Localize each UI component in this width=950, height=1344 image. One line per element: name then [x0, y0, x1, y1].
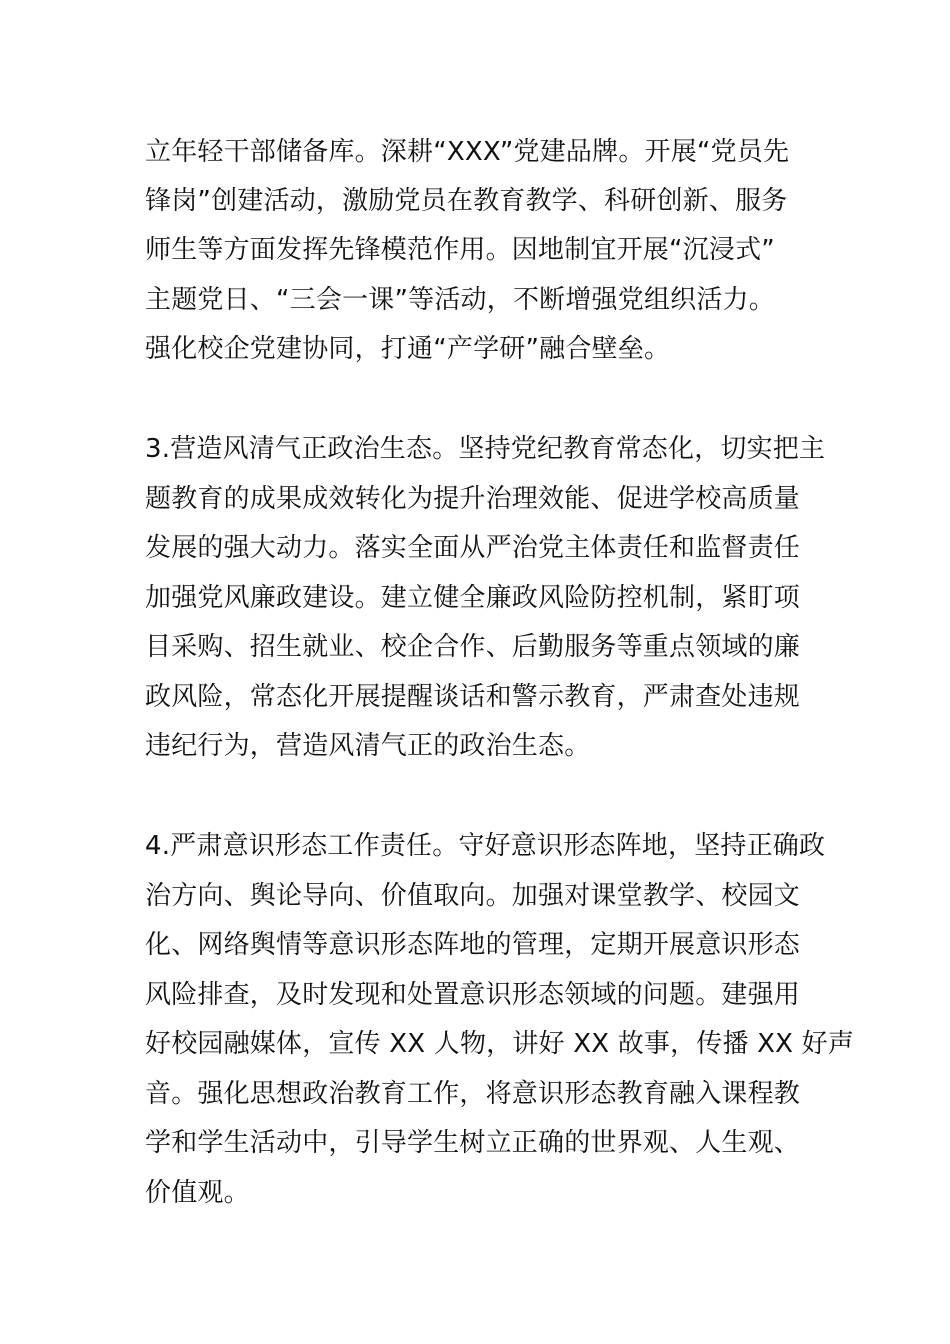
text-line: 锋岗”创建活动，激励党员在教育教学、科研创新、服务: [145, 186, 788, 216]
text-line: 立年轻干部储备库。深耕“XXX”党建品牌。开展“党员先: [145, 137, 790, 167]
text-line: 价值观。: [145, 1178, 250, 1208]
text-line: 治方向、舆论导向、价值取向。加强对课堂教学、校园文: [145, 881, 801, 911]
text-line: 加强党风廉政建设。建立健全廉政风险防控机制，紧盯项: [145, 583, 801, 613]
text-line: 主题党日、“三会一课”等活动，不断增强党组织活力。: [145, 285, 775, 315]
text-line: 学和学生活动中，引导学生树立正确的世界观、人生观、: [145, 1128, 801, 1158]
text-line: 化、网络舆情等意识形态阵地的管理，定期开展意识形态: [145, 930, 801, 960]
text-line: 4.严肃意识形态工作责任。守好意识形态阵地，坚持正确政: [145, 831, 826, 861]
text-line: 目采购、招生就业、校企合作、后勤服务等重点领域的廉: [145, 632, 801, 662]
text-line: 强化校企党建协同，打通“产学研”融合壁垒。: [145, 334, 671, 364]
text-line: 发展的强大动力。落实全面从严治党主体责任和监督责任: [145, 533, 801, 563]
text-line: 3.营造风清气正政治生态。坚持党纪教育常态化，切实把主: [145, 434, 826, 464]
text-line: 风险排查，及时发现和处置意识形态领域的问题。建强用: [145, 980, 801, 1010]
text-line: 题教育的成果成效转化为提升治理效能、促进学校高质量: [145, 484, 801, 514]
text-line: 违纪行为，营造风清气正的政治生态。: [145, 731, 591, 761]
text-line: 好校园融媒体，宣传 XX 人物，讲好 XX 故事，传播 XX 好声: [145, 1029, 855, 1059]
text-line: 音。强化思想政治教育工作，将意识形态教育融入课程教: [145, 1079, 801, 1109]
text-line: 政风险，常态化开展提醒谈话和警示教育，严肃查处违规: [145, 682, 801, 712]
text-line: 师生等方面发挥先锋模范作用。因地制宜开展“沉浸式”: [145, 235, 775, 265]
